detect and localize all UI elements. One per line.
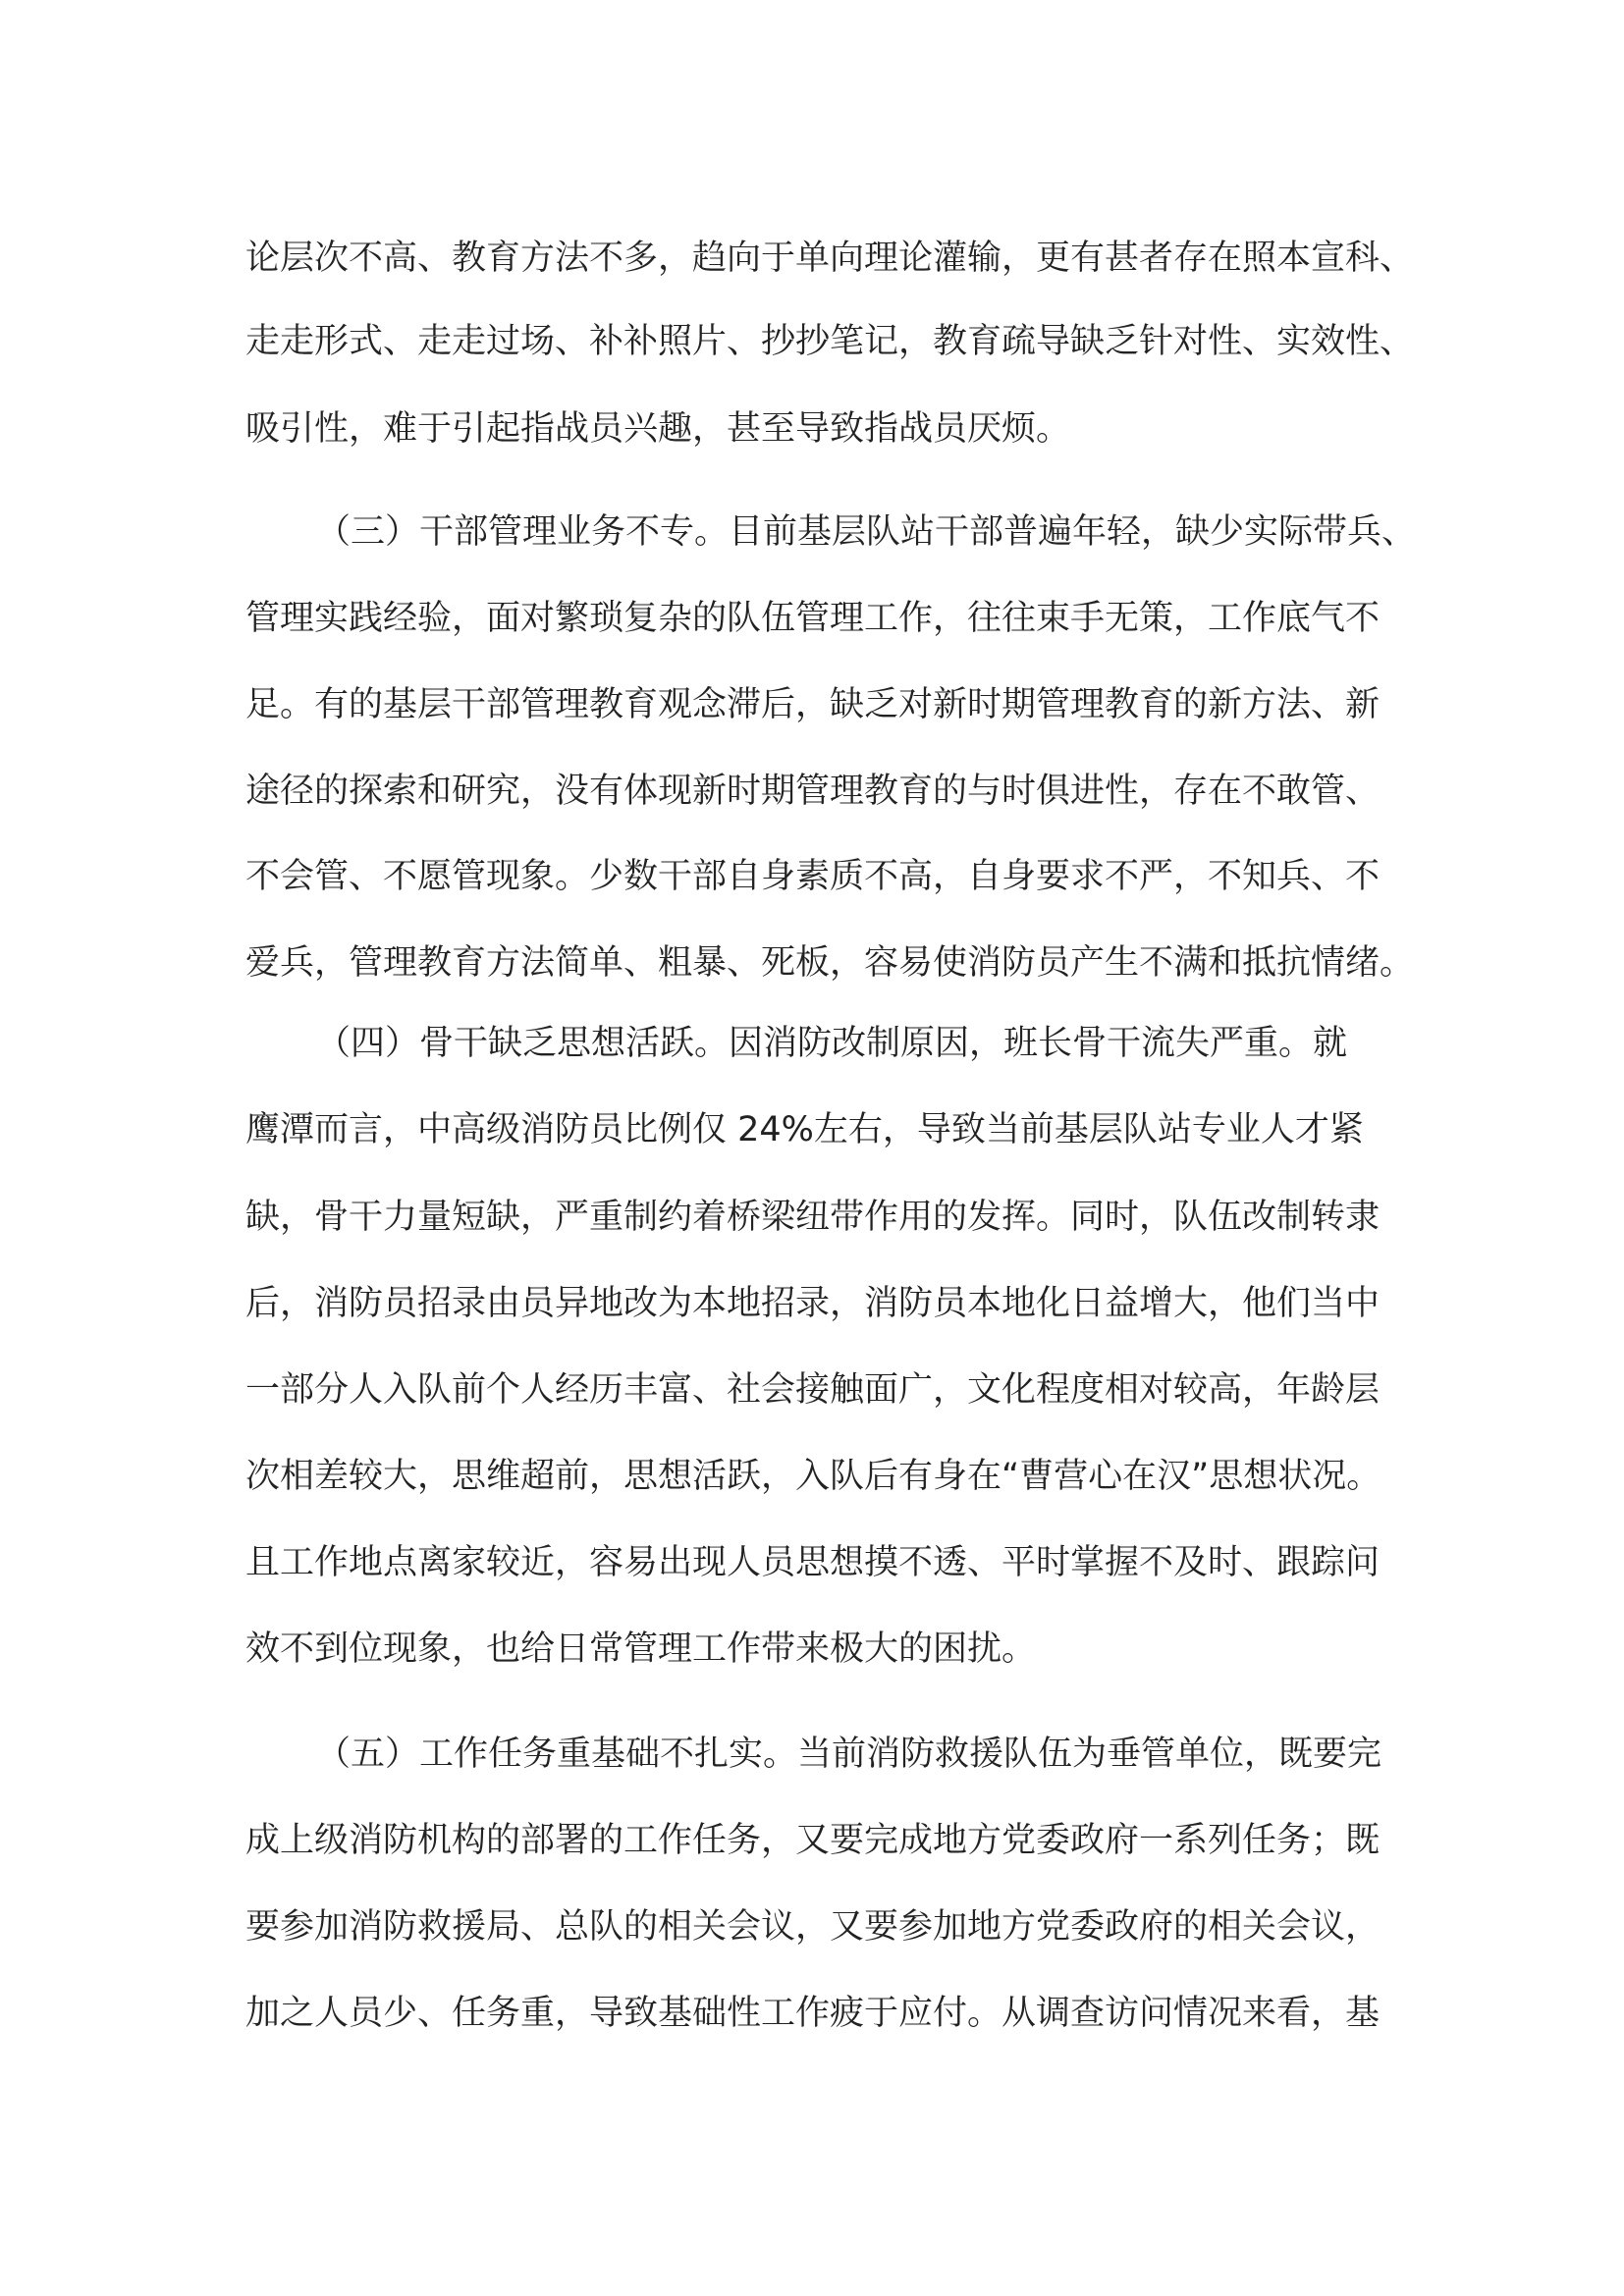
text-line: 鹰潭而言，中高级消防员比例仅 24%左右，导致当前基层队站专业人才紧 xyxy=(245,1110,1364,1149)
text-line: 走走形式、走走过场、补补照片、抄抄笔记，教育疏导缺乏针对性、实效性、 xyxy=(245,322,1415,361)
text-line: 论层次不高、教育方法不多，趋向于单向理论灌输，更有甚者存在照本宣科、 xyxy=(245,239,1415,278)
text-line: 爱兵，管理教育方法简单、粗暴、死板，容易使消防员产生不满和抵抗情绪。 xyxy=(245,943,1415,983)
text-line: 足。有的基层干部管理教育观念滞后，缺乏对新时期管理教育的新方法、新 xyxy=(245,685,1380,724)
text-line: 效不到位现象，也给日常管理工作带来极大的困扰。 xyxy=(245,1629,1037,1669)
text-line: 成上级消防机构的部署的工作任务，又要完成地方党委政府一系列任务；既 xyxy=(245,1821,1380,1860)
text-line: 途径的探索和研究，没有体现新时期管理教育的与时俱进性，存在不敢管、 xyxy=(245,772,1380,811)
text-line: （五）工作任务重基础不扎实。当前消防救援队伍为垂管单位，既要完 xyxy=(316,1735,1382,1774)
text-line: 管理实践经验，面对繁琐复杂的队伍管理工作，往往束手无策，工作底气不 xyxy=(245,599,1380,638)
text-line: 吸引性，难于引起指战员兴趣，甚至导致指战员厌烦。 xyxy=(245,409,1071,449)
text-line: （三）干部管理业务不专。目前基层队站干部普遍年轻，缺少实际带兵、 xyxy=(316,512,1417,552)
text-line: 不会管、不愿管现象。少数干部自身素质不高，自身要求不严，不知兵、不 xyxy=(245,857,1380,896)
text-line: 要参加消防救援局、总队的相关会议，又要参加地方党委政府的相关会议， xyxy=(245,1907,1380,1947)
text-line: 后，消防员招录由员异地改为本地招录，消防员本地化日益增大，他们当中 xyxy=(245,1284,1380,1323)
text-line: 缺，骨干力量短缺，严重制约着桥梁纽带作用的发挥。同时，队伍改制转隶 xyxy=(245,1198,1380,1237)
text-line: 一部分人入队前个人经历丰富、社会接触面广，文化程度相对较高，年龄层 xyxy=(245,1370,1380,1410)
text-line: 且工作地点离家较近，容易出现人员思想摸不透、平时掌握不及时、跟踪问 xyxy=(245,1543,1380,1582)
text-line: （四）骨干缺乏思想活跃。因消防改制原因，班长骨干流失严重。就 xyxy=(316,1024,1348,1063)
text-line: 次相差较大，思维超前，思想活跃，入队后有身在“曹营心在汉”思想状况。 xyxy=(245,1457,1381,1496)
text-line: 加之人员少、任务重，导致基础性工作疲于应付。从调查访问情况来看，基 xyxy=(245,1994,1380,2033)
